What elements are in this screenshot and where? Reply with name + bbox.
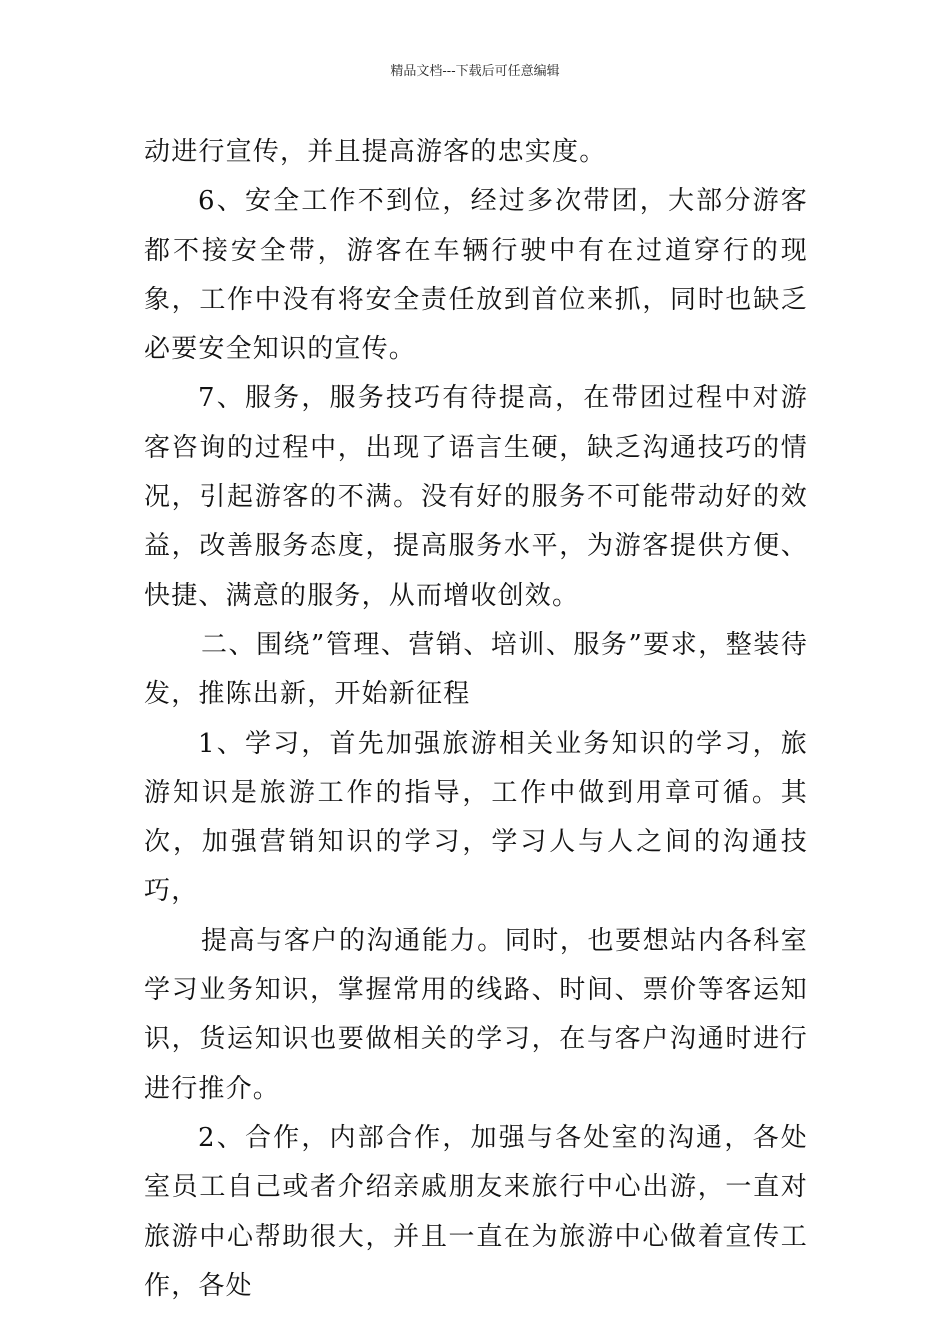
- section-heading-2: 二、围绕”管理、营销、培训、服务”要求，整装待发，推陈出新，开始新征程: [144, 629, 808, 710]
- page-header: 精品文档---下载后可任意编辑: [390, 64, 560, 79]
- paragraph-item-1-continued: 提高与客户的沟通能力。同时，也要想站内各科室学习业务知识，掌握常用的线路、时间、票价等客运知识，货运知识也要做相关的学习，在与客户沟通时进行进行推介。: [144, 925, 808, 1104]
- paragraph-item-6: 6、安全工作不到位，经过多次带团，大部分游客都不接安全带，游客在车辆行驶中有在过道穿行的现象，工作中没有将安全责任放到首位来抓，同时也缺乏必要安全知识的宣传。: [144, 186, 808, 365]
- paragraph-item-2: 2、合作，内部合作，加强与各处室的沟通，各处室员工自己或者介绍亲戚朋友来旅行中心出游，一直对旅游中心帮助很大，并且一直在为旅游中心做着宣传工作，各处: [144, 1122, 808, 1301]
- paragraph-item-1: 1、学习，首先加强旅游相关业务知识的学习，旅游知识是旅游工作的指导，工作中做到用章可循。其次，加强营销知识的学习，学习人与人之间的沟通技巧，: [144, 728, 808, 907]
- document-body: [144, 128, 808, 1311]
- paragraph-continuation: 动进行宣传，并且提高游客的忠实度。: [144, 137, 607, 167]
- paragraph-item-7: 7、服务，服务技巧有待提高，在带团过程中对游客咨询的过程中，出现了语言生硬，缺乏沟通技巧的情况，引起游客的不满。没有好的服务不可能带动好的效益，改善服务态度，提高服务水平，为游客提供方便、快捷、满意的服务，从而增收创效。: [144, 383, 808, 611]
